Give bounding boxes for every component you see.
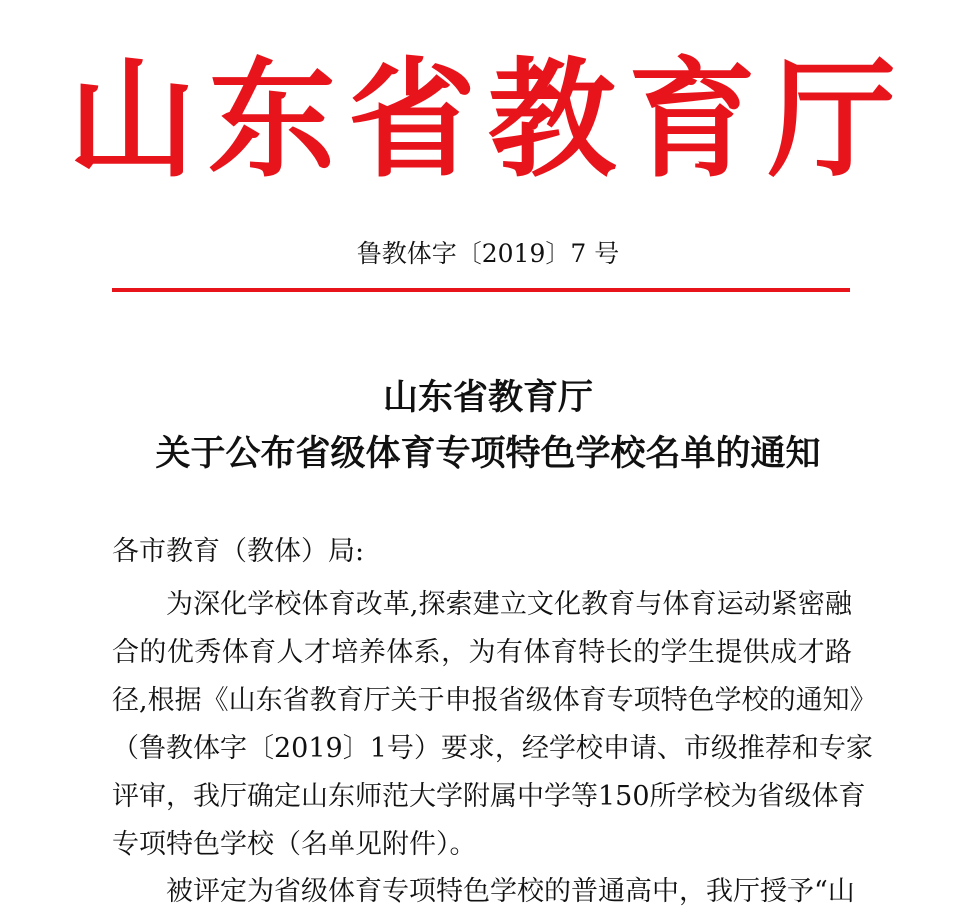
body-paragraph-2 [112,868,855,916]
document-number: 鲁教体字〔2019〕7 号 [356,239,620,268]
paragraph-line: 评审，我厅确定山东师范大学附属中学等150所学校为省级体育 [112,781,866,812]
notice-title-line-2: 关于公布省级体育专项特色学校名单的通知 [155,434,821,474]
paragraph-line: 被评定为省级体育专项特色学校的普通高中，我厅授予“山 [166,876,855,907]
paragraph-line: （鲁教体字〔2019〕1号）要求，经学校申请、市级推荐和专家 [112,733,873,764]
masthead-title: 山东省教育厅 [67,45,908,195]
paragraph-line: 专项特色学校（名单见附件）。 [112,829,477,860]
paragraph-line: 为深化学校体育改革,探索建立文化教育与体育运动紧密融 [166,589,852,620]
body-paragraph-1 [112,581,877,869]
paragraph-line: 径,根据《山东省教育厅关于申报省级体育专项特色学校的通知》 [112,685,877,716]
red-divider-line [112,288,850,292]
paragraph-line: 合的优秀体育人才培养体系，为有体育特长的学生提供成才路 [112,637,852,668]
notice-title-line-1: 山东省教育厅 [382,378,593,418]
salutation: 各市教育（教体）局: [112,536,365,567]
